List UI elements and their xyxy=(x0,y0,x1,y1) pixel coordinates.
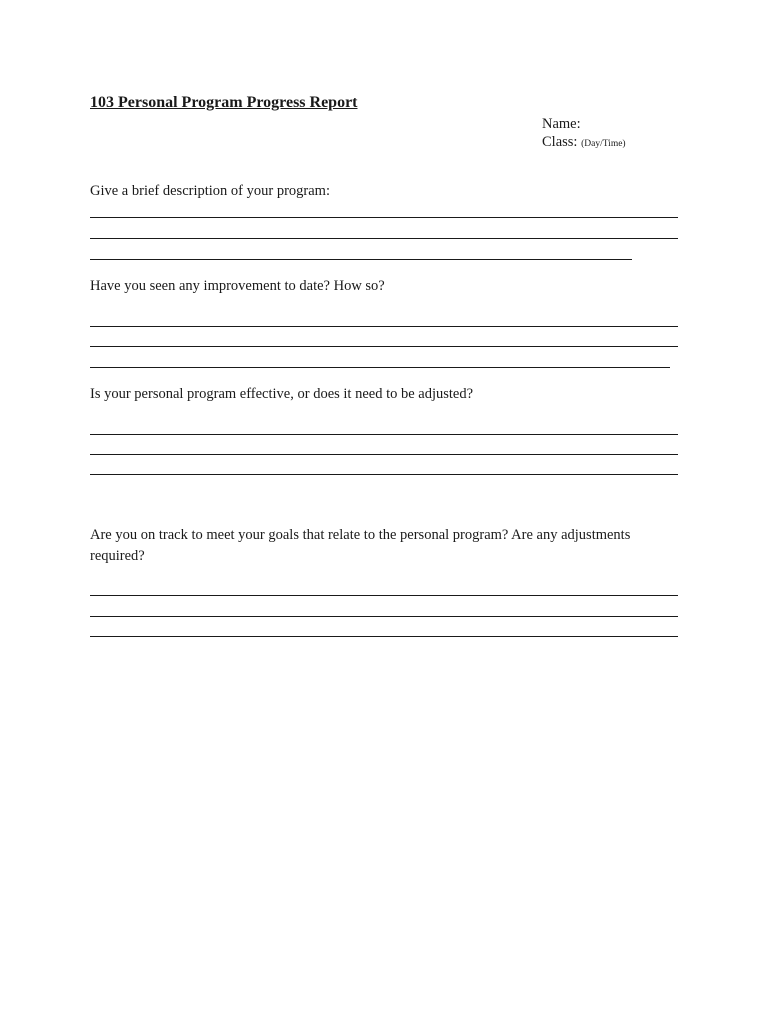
answer-line xyxy=(90,238,678,239)
answer-line xyxy=(90,217,678,218)
answer-line xyxy=(90,326,678,327)
answer-line xyxy=(90,616,678,617)
answer-line xyxy=(90,636,678,637)
class-hint: (Day/Time) xyxy=(581,139,626,149)
class-label: Class: xyxy=(542,134,578,150)
answer-line xyxy=(90,259,632,260)
name-label: Name: xyxy=(542,116,581,132)
question-3: Is your personal program effective, or does it need to be adjusted? xyxy=(90,386,474,402)
answer-line xyxy=(90,474,678,475)
answer-line xyxy=(90,454,678,455)
question-1: Give a brief description of your program: xyxy=(90,183,330,199)
answer-line xyxy=(90,595,678,596)
question-4: Are you on track to meet your goals that relate to the personal program? Are any adjustments required? xyxy=(90,527,631,564)
question-2: Have you seen any improvement to date? How so? xyxy=(90,278,385,294)
document-title: 103 Personal Program Progress Report xyxy=(90,94,358,111)
answer-line xyxy=(90,346,678,347)
answer-line xyxy=(90,434,678,435)
student-info-block xyxy=(542,115,626,153)
answer-line xyxy=(90,367,670,368)
class-line xyxy=(542,133,626,153)
